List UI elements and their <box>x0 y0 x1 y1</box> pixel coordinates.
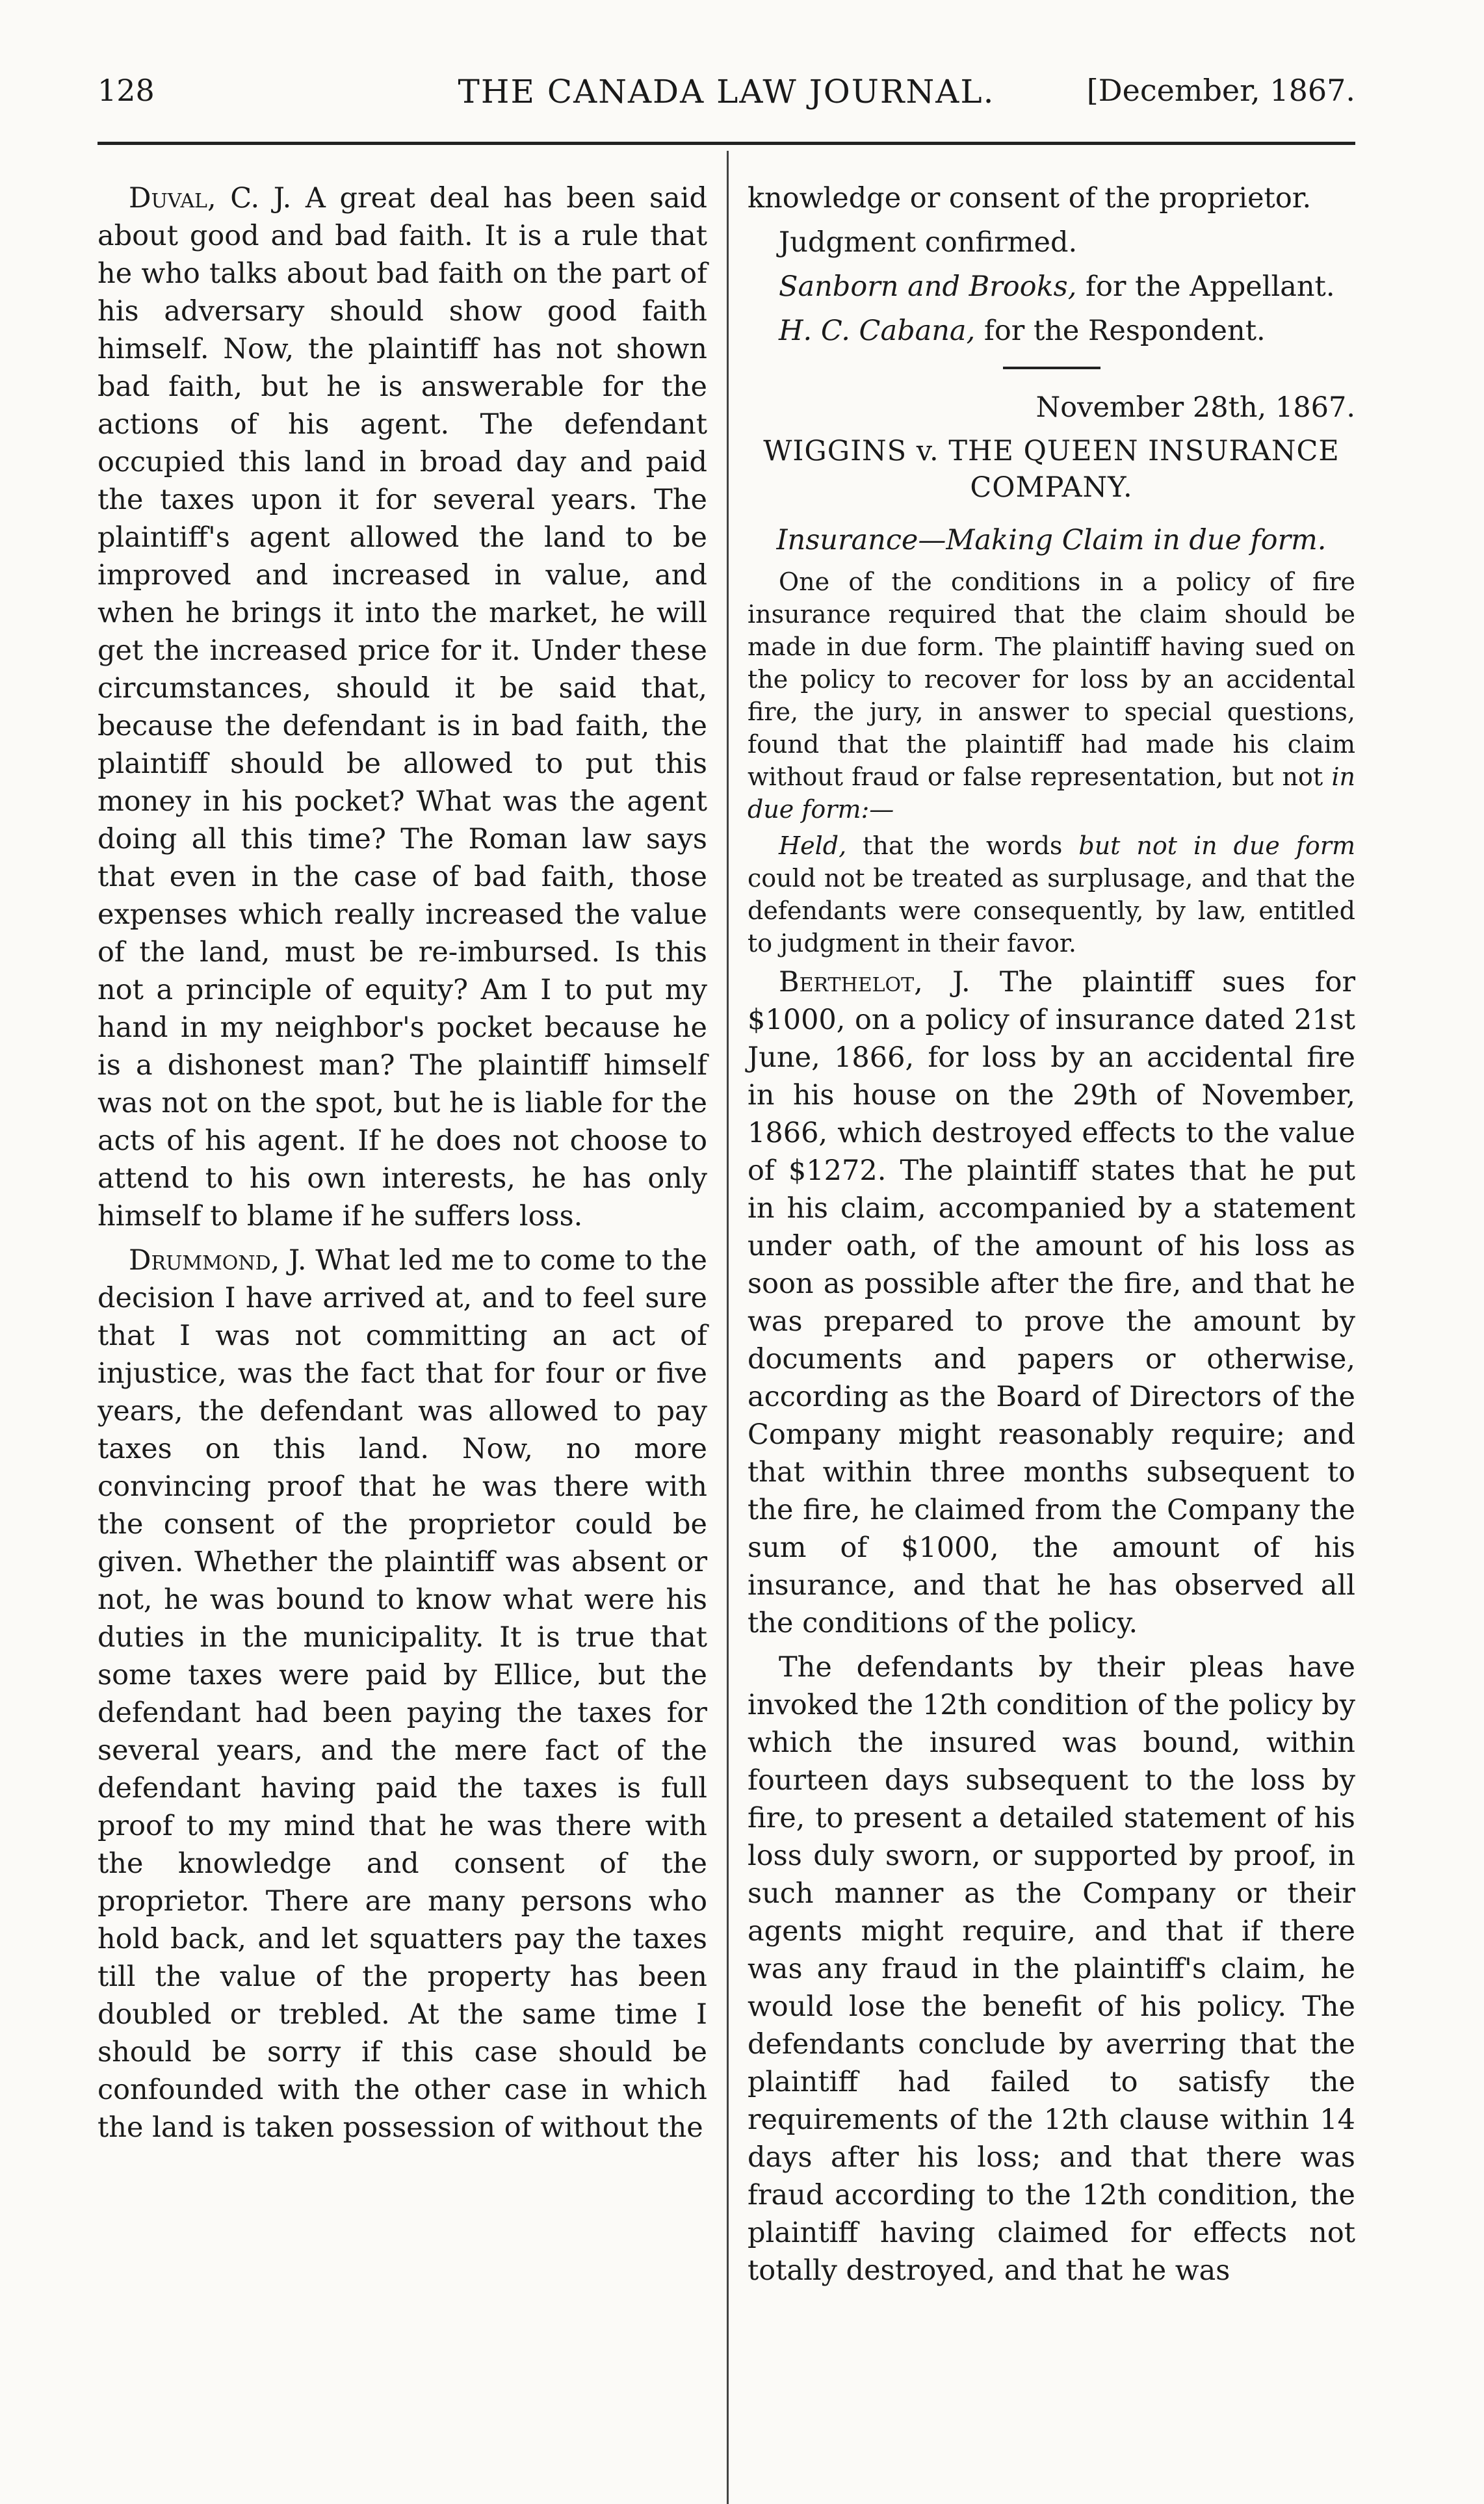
paragraph-drummond <box>98 1242 707 2146</box>
judgment-line: Judgment confirmed. <box>779 226 1078 259</box>
respondent-counsel: H. C. Cabana, <box>779 315 976 347</box>
headnote-italic: but not in due form <box>1078 831 1355 860</box>
paragraph-berthelot <box>748 963 1355 1642</box>
issue-date: [December, 1867. <box>1086 73 1355 108</box>
right-column <box>748 179 1355 2296</box>
header-rule <box>98 142 1355 145</box>
paragraph-text: A great deal has been said about good and bad faith. It is a rule that he who talks about bad faith on the part of his adversary should show good faith himself. Now, the plaintiff has not shown bad faith, but he is answerable for the actions of his agent. The defendant occupied this land in broad day and paid the taxes upon it for several years. The plaintiff's agent allowed the land to be improved and increased in value, and when he brings it into the market, he will get the increased price for it. Under these circumstances, should it be said that, because the defendant is in bad faith, the plaintiff should be allowed to put this money in his pocket? What was the agent doing all this time? The Roman law says that even in the case of bad faith, those expenses which really increased the value of the land, must be re-imbursed. Is this not a principle of equity? Am I to put my hand in my neighbor's pocket because he is a dishonest man? The plaintiff himself was not on the spot, but he is liable for the acts of his agent. If he does not choose to attend to his own interests, he has only himself to blame if he suffers loss. <box>98 182 707 1232</box>
page-header <box>98 73 1355 125</box>
column-divider <box>727 151 729 2504</box>
case-date: November 28th, 1867. <box>1035 391 1355 424</box>
respondent-suffix: for the Respondent. <box>975 315 1266 347</box>
respondent-counsel-line <box>748 312 1355 350</box>
paragraph-text: The plaintiff sues for $1000, on a policy of insurance dated 21st June, 1866, for loss by an accidental fire in his house on the 29th of November, 1866, which destroyed effects to the value of $1272. The plaintiff states that he put in his claim, accompanied by a statement under oath, of the amount of his loss as soon as possible after the fire, and that he was prepared to prove the amount by documents and papers or otherwise, according as the Board of Directors of the Company might reasonably require; and that within three months subsequent to the fire, he claimed from the Company the sum of $1000, the amount of his insurance, and that he has observed all the conditions of the policy. <box>748 966 1356 1639</box>
left-column <box>98 179 707 2153</box>
paragraph-text: What led me to come to the decision I have arrived at, and to feel sure that I was not committing an act of injustice, was the fact that for four or five years, the defendant was allowed to pay taxes on this land. Now, no more convincing proof that he was there with the consent of the proprietor could be given. Whether the plaintiff was absent or not, he was bound to know what were his duties in the municipality. It is true that some taxes were paid by Ellice, but the defendant had been paying the taxes for several years, and the mere fact of the defendant having paid the taxes is full proof to my mind that he was there with the knowledge and consent of the proprietor. There are many persons who hold back, and let squatters pay the taxes till the value of the property has been doubled or trebled. At the same time I should be sorry if this case should be confounded with the other case in which the land is taken possession of without the <box>98 1244 707 2144</box>
case-title: WIGGINS v. THE QUEEN INSURANCE COMPANY. <box>763 435 1340 504</box>
judge-name-drummond: Drummond, J. <box>129 1244 307 1277</box>
headnote-italic: in due form:— <box>748 763 1355 824</box>
appellant-counsel: Sanborn and Brooks, <box>779 270 1077 303</box>
headnote-paragraph-2 <box>748 829 1355 959</box>
judge-name-berthelot: Berthelot, J. <box>779 966 970 998</box>
headnote-text: One of the conditions in a policy of fire insurance required that the claim should be made in due form. The plaintiff having sued on the policy to recover for loss by an accidental fire, the jury, in answer to special questions, found that the plaintiff had made his claim without fraud or false representation, but not <box>748 567 1355 791</box>
case-subject: Insurance—Making Claim in due form. <box>776 524 1327 556</box>
appellant-counsel-line <box>748 268 1355 306</box>
headnote <box>748 566 1355 959</box>
headnote-text: could not be treated as surplusage, and that the defendants were consequently, by law, entitled to judgment in their favor. <box>748 864 1355 958</box>
paragraph-defendants-pleas: The defendants by their pleas have invoked the 12th condition of the policy by which the insured was bound, within fourteen days subsequent to the loss by fire, to present a detailed statement of his loss duly sworn, or supported by proof, in such manner as the Company or their agents might require, and that if there was any fraud in the plaintiff's claim, he would lose the benefit of his policy. The defendants conclude by averring that the plaintiff had failed to satisfy the requirements of the 12th clause within 14 days after his loss; and that there was fraud according to the 12th condition, the plaintiff having claimed for effects not totally destroyed, and that he was <box>748 1651 1355 2287</box>
headnote-paragraph-1 <box>748 566 1355 826</box>
continuation-text: knowledge or consent of the proprietor. <box>748 182 1312 215</box>
journal-title: THE CANADA LAW JOURNAL. <box>458 73 995 111</box>
appellant-suffix: for the Appellant. <box>1076 270 1335 303</box>
page-number: 128 <box>98 73 155 108</box>
section-rule <box>1003 367 1100 369</box>
headnote-text: that the words <box>846 831 1079 860</box>
judge-name-duval: Duval, C. J. <box>129 182 292 215</box>
headnote-held: Held, <box>779 831 847 860</box>
paragraph-duval <box>98 179 707 1235</box>
